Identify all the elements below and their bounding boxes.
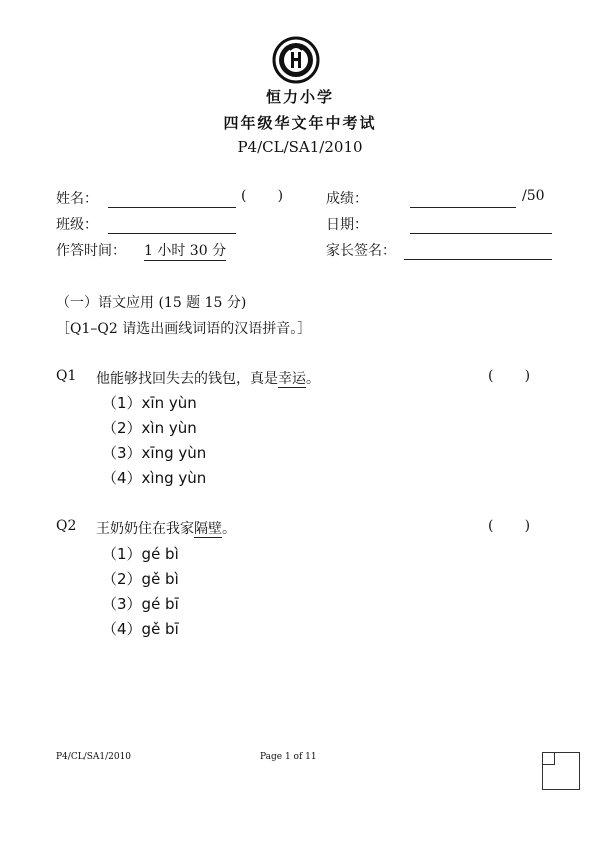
question-2-option-1: （1）gé bì	[102, 545, 179, 563]
class-label: 班级：	[56, 217, 98, 233]
question-1-underlined-word: 幸运	[278, 371, 306, 387]
question-1-option-1: （1）xīn yùn	[102, 394, 197, 412]
question-1-option-2: （2）xìn yùn	[102, 419, 197, 437]
name-line[interactable]	[108, 207, 236, 208]
question-1-text: 他能够找回失去的钱包，真是幸运。	[96, 371, 320, 387]
name-label: 姓名：	[56, 191, 98, 207]
section-instruction: ［Q1–Q2 请选出画线词语的汉语拼音。］	[56, 321, 312, 337]
question-2-number: Q2	[56, 518, 77, 534]
question-2-text: 王奶奶住在我家隔壁。	[96, 521, 236, 537]
score-label: 成绩：	[326, 191, 368, 207]
footer-page-number: Page 1 of 11	[260, 752, 317, 762]
parent-signature-label: 家长签名：	[326, 243, 396, 259]
footer-code: P4/CL/SA1/2010	[56, 752, 132, 762]
school-logo-icon	[272, 36, 320, 84]
exam-code: P4/CL/SA1/2010	[237, 138, 363, 156]
school-name: 恒力小学	[265, 88, 334, 106]
score-box-corner	[542, 752, 555, 765]
question-1-number: Q1	[56, 368, 77, 384]
date-line[interactable]	[410, 233, 552, 234]
question-1-option-3: （3）xīng yùn	[102, 444, 207, 462]
question-1-option-4: （4）xìng yùn	[102, 469, 207, 487]
question-2-option-4: （4）gě bī	[102, 620, 179, 638]
class-line[interactable]	[108, 233, 236, 234]
section-title: （一）语文应用 (15 题 15 分)	[56, 295, 247, 311]
question-2-underlined-word: 隔壁	[194, 521, 222, 537]
date-label: 日期：	[326, 217, 368, 233]
time-value: 1 小时 30 分	[144, 240, 226, 261]
exam-title: 四年级华文年中考试	[223, 114, 377, 132]
question-2-answer-box[interactable]: ( )	[488, 518, 531, 534]
score-total: /50	[522, 188, 545, 204]
score-line[interactable]	[410, 207, 516, 208]
parent-signature-line[interactable]	[404, 259, 552, 260]
name-paren: ( )	[241, 188, 284, 204]
question-2-option-3: （3）gé bī	[102, 595, 179, 613]
question-2-option-2: （2）gě bì	[102, 570, 179, 588]
time-label: 作答时间：	[56, 243, 126, 259]
question-1-answer-box[interactable]: ( )	[488, 368, 531, 384]
